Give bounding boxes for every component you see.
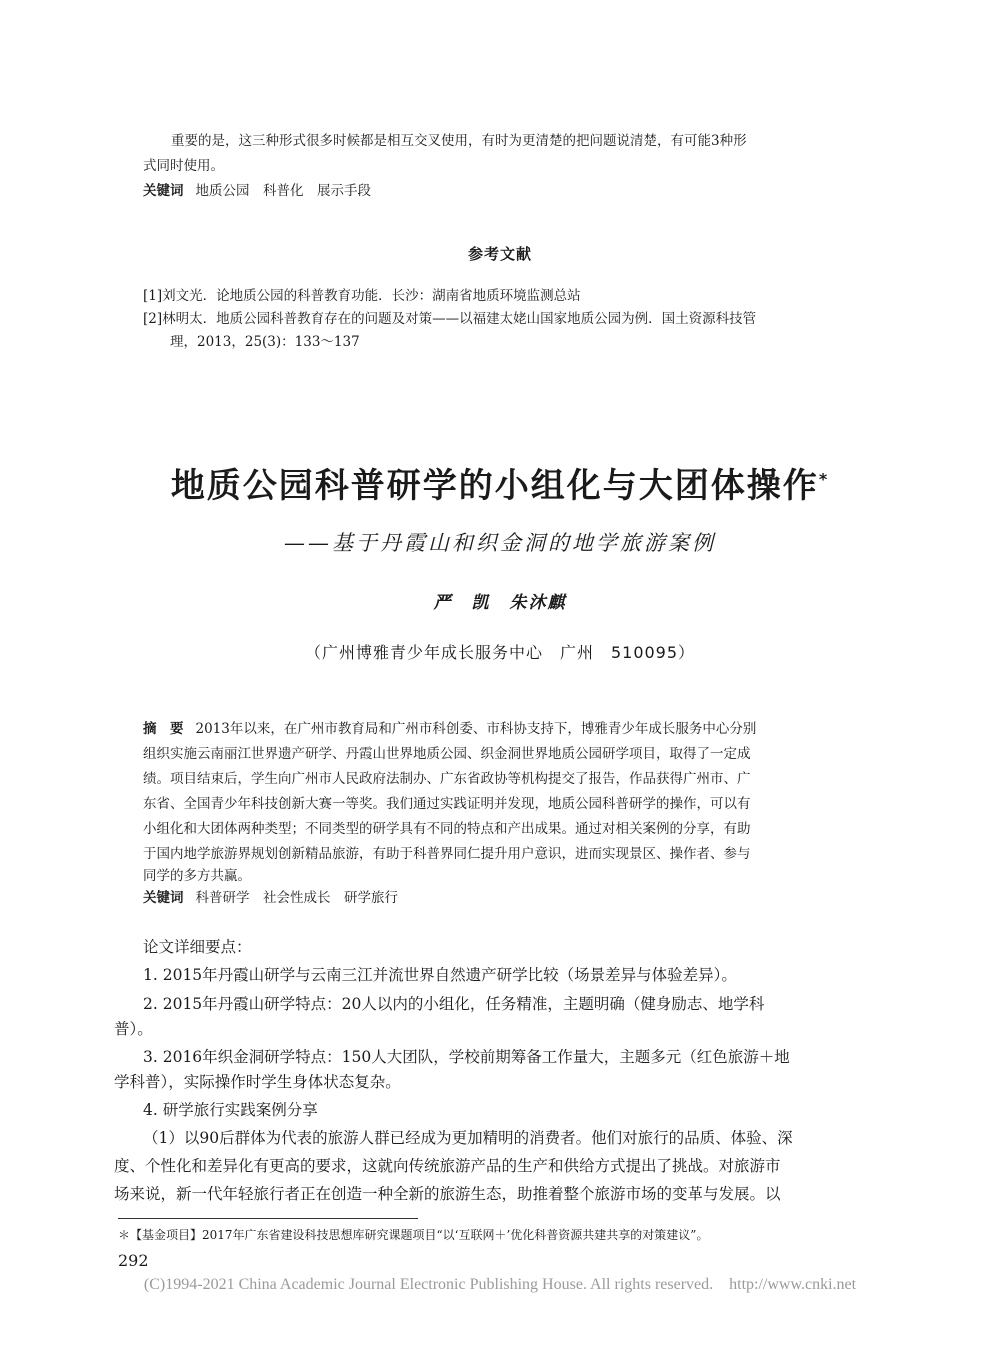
body-point-2-line2: 普）。 bbox=[114, 1020, 153, 1038]
body-point-5-line1: （1）以90后群体为代表的旅游人群已经成为更加精明的消费者。他们对旅行的品质、体验、深 bbox=[143, 1129, 793, 1147]
abstract-line-5: 小组化和大团体两种类型；不同类型的研学具有不同的特点和产出成果。通过对相关案例的分享，有助 bbox=[143, 821, 751, 837]
prev-keywords-label: 关键词 bbox=[143, 183, 184, 199]
prev-keywords bbox=[143, 180, 371, 203]
reference-2-line1: [2]林明太．地质公园科普教育存在的问题及对策——以福建太姥山国家地质公园为例．国土资源科技管 bbox=[143, 311, 757, 327]
body-point-4: 4. 研学旅行实践案例分享 bbox=[143, 1101, 318, 1119]
body-point-2-line1: 2. 2015年丹霞山研学特点：20人以内的小组化，任务精准，主题明确（健身励志、地学科 bbox=[143, 995, 765, 1013]
abstract-line-7: 同学的多方共赢。 bbox=[143, 868, 251, 884]
footnote: ＊【基金项目】2017年广东省建设科技思想库研究课题项目“以‘互联网＋’优化科普资源共建共享的对策建议”。 bbox=[118, 1228, 709, 1242]
abstract-label: 摘 要 bbox=[143, 721, 184, 737]
prev-conclusion-line2: 式同时使用。 bbox=[143, 158, 224, 174]
title-footnote-mark: * bbox=[818, 469, 830, 489]
body-point-1: 1. 2015年丹霞山研学与云南三江并流世界自然遗产研学比较（场景差异与体验差异）。 bbox=[143, 966, 737, 984]
abstract-line-4: 东省、全国青少年科技创新大赛一等奖。我们通过实践证明并发现，地质公园科普研学的操作，可以有 bbox=[143, 796, 751, 812]
body-point-5-line3: 场来说，新一代年轻旅行者正在创造一种全新的旅游生态，助推着整个旅游市场的变革与发展。以 bbox=[114, 1185, 781, 1203]
article-keywords-label: 关键词 bbox=[143, 890, 184, 906]
article-title-text: 地质公园科普研学的小组化与大团体操作 bbox=[170, 466, 819, 506]
abstract-line-1 bbox=[143, 718, 756, 741]
reference-2-line2: 理，2013，25(3)：133～137 bbox=[170, 334, 360, 350]
footnote-divider bbox=[118, 1218, 418, 1219]
page-number: 292 bbox=[118, 1251, 149, 1270]
abstract-line-2: 组织实施云南丽江世界遗产研学、丹霞山世界地质公园、织金洞世界地质公园研学项目，取得了一定成 bbox=[143, 746, 751, 762]
abstract-line-6: 于国内地学旅游界规划创新精品旅游，有助于科普界同仁提升用户意识，进而实现景区、操作者、参与 bbox=[143, 846, 751, 862]
article-affiliation: （广州博雅青少年成长服务中心 广州 510095） bbox=[304, 643, 696, 662]
reference-1: [1]刘文光．论地质公园的科普教育功能．长沙：湖南省地质环境监测总站 bbox=[143, 288, 581, 304]
abstract-line-3: 绩。项目结束后，学生向广州市人民政府法制办、广东省政协等机构提交了报告，作品获得广州市、广 bbox=[143, 771, 751, 787]
article-title bbox=[0, 458, 1000, 507]
prev-keywords-value: 地质公园 科普化 展示手段 bbox=[195, 183, 371, 199]
body-intro: 论文详细要点： bbox=[143, 938, 252, 956]
article-keywords-value: 科普研学 社会性成长 研学旅行 bbox=[195, 890, 398, 906]
article-subtitle: ——基于丹霞山和织金洞的地学旅游案例 bbox=[284, 531, 716, 555]
prev-conclusion-line1: 重要的是，这三种形式很多时候都是相互交叉使用，有时为更清楚的把问题说清楚，有可能3种形 bbox=[171, 133, 747, 149]
body-point-5-line2: 度、个性化和差异化有更高的要求，这就向传统旅游产品的生产和供给方式提出了挑战。对旅游市 bbox=[114, 1157, 781, 1175]
body-point-3-line1: 3. 2016年织金洞研学特点：150人大团队，学校前期筹备工作量大，主题多元（红色旅游＋地 bbox=[143, 1048, 790, 1066]
references-heading: 参考文献 bbox=[467, 245, 532, 263]
copyright-watermark: (C)1994-2021 China Academic Journal Electronic Publishing House. All rights reserved. http://www.cnki.net bbox=[143, 1276, 857, 1293]
abstract-text-1: 2013年以来，在广州市教育局和广州市科创委、市科协支持下，博雅青少年成长服务中心分别 bbox=[195, 721, 757, 737]
article-authors: 严 凯 朱沐麒 bbox=[433, 593, 567, 613]
article-keywords bbox=[143, 887, 398, 910]
body-point-3-line2: 学科普），实际操作时学生身体状态复杂。 bbox=[114, 1073, 401, 1091]
